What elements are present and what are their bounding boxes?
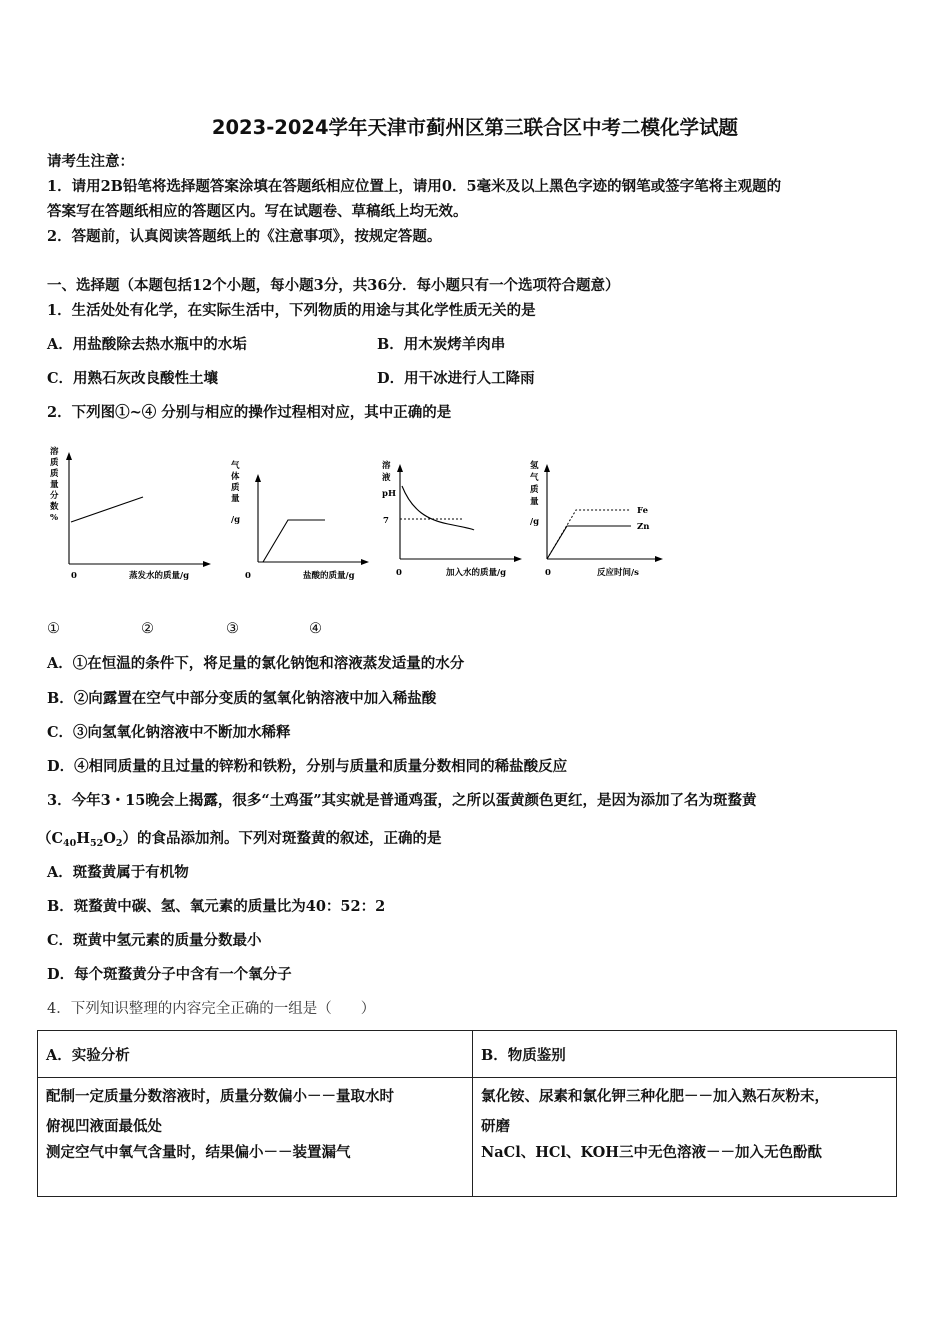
q1-stem: 1．生活处处有化学，在实际生活中，下列物质的用途与其化学性质无关的是 xyxy=(47,302,536,319)
q4-b-line-3: NaCl、HCl、KOH三中无色溶液－－加入无色酚酞 xyxy=(481,1144,822,1161)
q4-table-head-a: A．实验分析 xyxy=(38,1031,473,1078)
graph-2-ylabel-3: 量 xyxy=(231,494,240,504)
q1-option-a: A．用盐酸除去热水瓶中的水垢 xyxy=(47,336,247,353)
q3-option-b: B．斑蝥黄中碳、氢、氧元素的质量比为40：52：2 xyxy=(47,898,386,915)
q1-option-c: C．用熟石灰改良酸性土壤 xyxy=(47,370,219,387)
graph-4-zn-line xyxy=(547,526,631,559)
graph-4-series-fe: Fe xyxy=(637,506,648,516)
graph-2 xyxy=(225,458,375,584)
q2-option-a: A．①在恒温的条件下，将足量的氯化钠饱和溶液蒸发适量的水分 xyxy=(47,655,465,672)
graph-4-ylabel-3: 量 xyxy=(530,497,539,507)
q3-option-d: D．每个斑蝥黄分子中含有一个氧分子 xyxy=(47,966,292,983)
graph-2-xlabel: 盐酸的质量/g xyxy=(303,571,355,581)
q3-stem-line2 xyxy=(37,830,441,853)
q3-stem-rest: ）的食品添加剂。下列对斑蝥黄的叙述，正确的是 xyxy=(122,830,442,847)
q3-option-c: C．斑黄中氢元素的质量分数最小 xyxy=(47,932,262,949)
graph-2-ylabel-2: 质 xyxy=(231,483,240,493)
graph-4-fe-line xyxy=(547,510,631,559)
q4-stem: 4．下列知识整理的内容完全正确的一组是（ ） xyxy=(47,1001,376,1017)
q2-stem: 2．下列图①~④ 分别与相应的操作过程相对应，其中正确的是 xyxy=(47,404,452,421)
graph-4-ylabel-2: 质 xyxy=(530,485,539,495)
q4-a-line-2: 俯视凹液面最低处 xyxy=(46,1118,162,1135)
q2-option-d: D．④相同质量的且过量的锌粉和铁粉，分别与质量和质量分数相同的稀盐酸反应 xyxy=(47,758,568,775)
graph-4-ylabel-1: 气 xyxy=(530,473,539,483)
graph-3 xyxy=(378,456,528,584)
graph-1-ylabel-5: 数 xyxy=(50,502,59,512)
graph-3-ylabel-1: 液 xyxy=(382,473,391,483)
graph-2-ylabel-1: 体 xyxy=(231,472,240,482)
graph-number-2: ② xyxy=(141,621,154,637)
graph-1-line xyxy=(71,497,143,522)
graph-3-origin: 0 xyxy=(396,568,402,578)
q3-formula-o: O xyxy=(103,830,116,847)
q3-formula-sub-h: 52 xyxy=(89,838,104,849)
notice-item-2: 2．答题前，认真阅读答题纸上的《注意事项》，按规定答题。 xyxy=(47,228,442,245)
q4-table xyxy=(37,1030,897,1197)
graph-1-ylabel-2: 质 xyxy=(50,469,59,479)
graph-1-ylabel-1: 质 xyxy=(50,458,59,468)
q3-option-a: A．斑蝥黄属于有机物 xyxy=(47,864,189,881)
graph-1-ylabel-3: 量 xyxy=(50,480,59,490)
graph-3-ylabel-0: 溶 xyxy=(382,461,391,471)
graph-4-ylabel-4: /g xyxy=(530,517,540,527)
graph-2-line xyxy=(263,520,325,562)
graph-3-mark: 7 xyxy=(383,516,389,526)
graph-3-ylabel-2: pH xyxy=(382,489,396,499)
page-title: 2023-2024学年天津市蓟州区第三联合区中考二模化学试题 xyxy=(211,116,739,139)
q1-option-b: B．用木炭烤羊肉串 xyxy=(377,336,506,353)
q4-table-cell-b xyxy=(473,1078,897,1197)
graph-4-series-zn: Zn xyxy=(637,522,650,532)
q4-a-line-1: 配制一定质量分数溶液时，质量分数偏小－－量取水时 xyxy=(46,1088,394,1105)
q3-formula-h: H xyxy=(76,830,90,847)
section-heading: 一、选择题（本题包括12个小题，每小题3分，共36分．每小题只有一个选项符合题意） xyxy=(47,277,620,294)
notice-heading: 请考生注意： xyxy=(47,153,134,170)
graph-3-xlabel: 加入水的质量/g xyxy=(446,568,507,578)
notice-item-1-line2: 答案写在答题纸相应的答题区内。写在试题卷、草稿纸上均无效。 xyxy=(47,203,468,220)
q4-b-line-1: 氯化铵、尿素和氯化钾三种化肥－－加入熟石灰粉末， xyxy=(481,1088,829,1105)
q4-b-line-2: 研磨 xyxy=(481,1118,510,1135)
graph-4-xlabel: 反应时间/s xyxy=(597,568,639,578)
graph-1-ylabel-6: % xyxy=(50,513,59,523)
graph-4-origin: 0 xyxy=(545,568,551,578)
graph-1-ylabel-4: 分 xyxy=(50,491,59,501)
graph-number-4: ④ xyxy=(309,621,322,637)
notice-item-1-line1: 1．请用2B铅笔将选择题答案涂填在答题纸相应位置上，请用0．5毫米及以上黑色字迹的钢笔或签字笔将主观题的 xyxy=(47,178,782,195)
q4-table-cell-a xyxy=(38,1078,473,1197)
graph-2-ylabel-0: 气 xyxy=(231,461,240,471)
graph-2-origin: 0 xyxy=(245,571,251,581)
graph-2-ylabel-4: /g xyxy=(231,515,241,525)
graph-4 xyxy=(527,456,667,584)
graph-1-xlabel: 蒸发水的质量/g xyxy=(129,571,190,581)
q4-table-head-b: B．物质鉴别 xyxy=(473,1031,897,1078)
graph-1 xyxy=(45,444,215,584)
graph-number-3: ③ xyxy=(226,621,239,637)
graph-1-origin: 0 xyxy=(71,571,77,581)
q3-formula-sub-c: 40 xyxy=(63,838,77,849)
q3-formula-sub-o: 2 xyxy=(115,838,123,849)
graph-1-ylabel-0: 溶 xyxy=(50,447,59,457)
graph-3-curve xyxy=(402,486,474,530)
q2-option-c: C．③向氢氧化钠溶液中不断加水稀释 xyxy=(47,724,291,741)
q3-stem-line1: 3．今年3・15晚会上揭露，很多“土鸡蛋”其实就是普通鸡蛋，之所以蛋黄颜色更红，是因为添加了名为斑蝥黄 xyxy=(47,792,757,809)
graph-4-ylabel-0: 氢 xyxy=(530,461,539,471)
q1-option-d: D．用干冰进行人工降雨 xyxy=(377,370,535,387)
q3-formula-open: （C xyxy=(37,830,64,847)
q4-a-line-3: 测定空气中氧气含量时，结果偏小－－装置漏气 xyxy=(46,1144,351,1161)
graph-number-1: ① xyxy=(47,621,60,637)
q2-option-b: B．②向露置在空气中部分变质的氢氧化钠溶液中加入稀盐酸 xyxy=(47,690,437,707)
